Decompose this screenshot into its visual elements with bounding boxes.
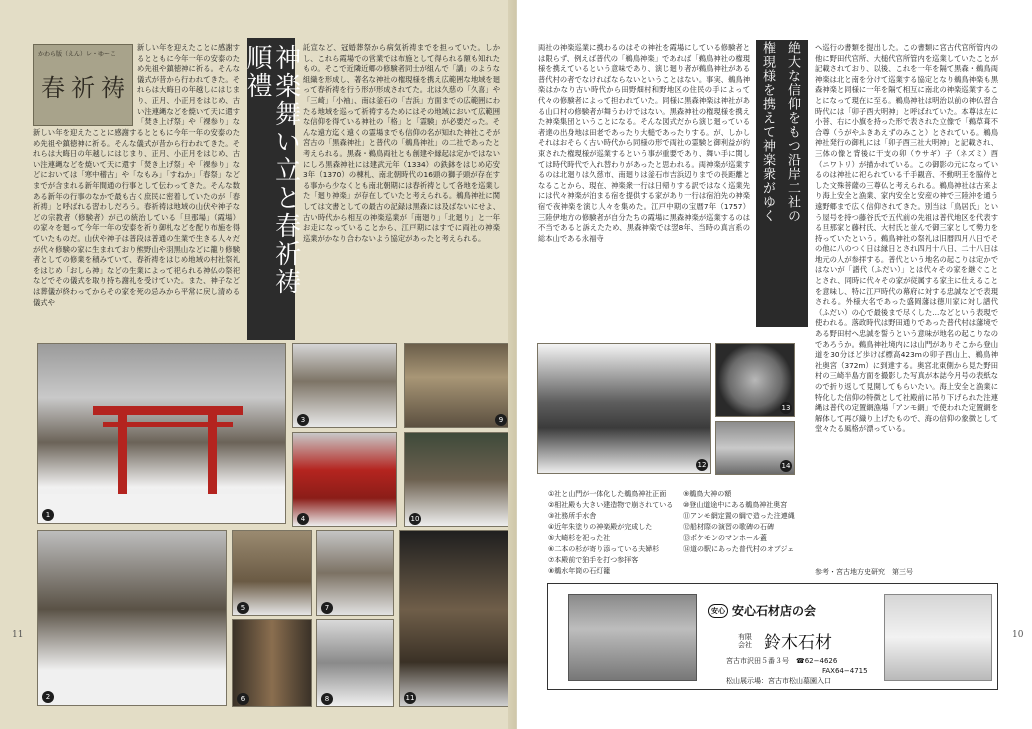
caption-item: ⑭道の駅にあった普代村のオブジェ — [683, 545, 795, 553]
photo-stone-monument — [537, 343, 711, 474]
photo-twin-cedars — [232, 619, 312, 707]
ad-company-name: 鈴木石材 — [764, 633, 832, 653]
caption-item: ⑪アンモ網定置の綱で造った注連縄 — [683, 512, 795, 520]
ad-photo-gravestones — [884, 594, 992, 681]
ad-showroom: 松山展示場：宮古市松山墓園入口 — [726, 677, 831, 685]
photo-badge-7: 7 — [321, 602, 333, 614]
photo-badge-14: 14 — [781, 462, 791, 470]
photo-badge-2: 2 — [42, 691, 54, 703]
photo-badge-11: 11 — [405, 694, 415, 702]
article-title: 神楽舞い立と春祈祷 順禮 — [247, 38, 295, 340]
page-number-right: 10 — [1012, 630, 1024, 640]
right-column-1: 両社の神楽巡業に携わるのはその神社を霞場にしている修験者とは限らず、例えば普代の「鵜鳥神楽」であれば「鵜鳥神社の権現様を携えているという意味であり、演じ廻り者が鵜鳥神社がある普代村の者でなければならないということはない。事実、鵜鳥神楽はかなり古い時代から田野畑村和野地区の住民の手によって代々の修験者によって担われていた。同様に黒森神楽は神社がある山口村の修験者が舞うわけではない。黒森神社の権現様を携えた神楽集団ということになる。そんな図式だから演じ廻っている者達の出身地は田老であったり大槌であったりする。が、しかしそれはおそらく古い時代から同様の形で両社の霊験と御利益が約束された権現様が巡業するという事が重要であり、舞い手に関しては時代時代で入れ替わりがあったと思われる。両神楽が巡業するのは北廻りは久慈市、南廻りは釜石市吉浜辺りまでの長距離となることから、現在、神楽衆一行は日帰りする訳ではなく巡業先には代々神楽が泊まる宿を提供する家があり一行は宿泊先の神楽宿で夜神楽を演じ人々を集めた。江戸中期の宝暦7年（1757）三陸伊地方の修験者が自分たちの霞場に黒森神楽が巡業するのは不当であると訴えたため、黒森神楽では翌8年、当時の真言系の総本山である永福寺 — [538, 43, 750, 243]
ad-logo-badge: 安心 — [708, 604, 728, 618]
ad-address: 宮古市沢田５番３号 — [726, 657, 789, 665]
photo-inner-shrine — [404, 432, 510, 527]
caption-item: ③社務所手水舎 — [548, 512, 597, 520]
left-column-2: 託宣など、冠婚葬祭から病気祈祷までを担っていた。しかし、これら霞場での営業では布施として得られる額も知れたもの。そこで近隣近郷の修験者同士が組んで「講」のような組織を形成し、著名な神社の権現様を携え広範囲な地域を廻って春祈祷を行う形が形成されてた。北は久慈の「久喜」や「三崎」「小袖」、南は釜石の「吉浜」方面までの広範囲にわたる地域を巡って祈祷するためにはその地域において広範囲な信仰を得ている神社の「格」と「霊験」が必要だった。そんな遠方迄く遠くの霊場までも信仰の名が知れた神社こそが宮古の「黒森神社」と普代の「鵜鳥神社」の二社であったと考えられる。黒森・鵜鳥両社とも創建や縁起は定かではないにしろ黒森神社には建武元年（1334）の鉄鉢をはじめ応安3年（1370）の棟札、南北朝時代の16頭の獅子頭が存在する事から少なくとも南北朝期には春祈祷として各地を巡業した「廻り神楽」が存在していたと考えられる。鵜鳥神社に関しては文書としての最古の記録は黒森には及ばないにせよ、古い時代から相互の神楽巡業が「南廻り」「北廻り」と一年お走になっていることから、江戸期にはすでに両社の神楽巡業がかなり合わないよう協定があったと考えられる。 — [303, 43, 500, 243]
photo-captions — [548, 489, 810, 577]
reference-note: 参考・宮古地方史研究 第三号 — [815, 568, 913, 576]
calligraphy-seal — [33, 44, 133, 126]
caption-item: ⑨鵜鳥大神の額 — [683, 490, 732, 498]
photo-main-hall — [37, 530, 227, 706]
photo-badge-5: 5 — [237, 602, 249, 614]
ad-fax: FAX64−4715 — [822, 667, 868, 675]
subheading-right: 絶大な信仰をもつ沿岸二社の — [785, 41, 800, 223]
advertisement — [547, 583, 998, 690]
photo-badge-13: 13 — [781, 404, 791, 412]
seal-char: 祈 — [71, 73, 95, 102]
ad-photo-showroom — [568, 594, 697, 681]
caption-item: ⑬ポケモンのマンホール蓋 — [683, 534, 767, 542]
photo-manhole-cover — [715, 343, 795, 417]
photo-rope-shimenawa — [399, 530, 510, 707]
photo-worshippers — [316, 530, 394, 616]
caption-item: ⑩登山道途中にある鵜鳥神社奥宮 — [683, 501, 788, 509]
caption-item: ⑫船材際の演習の歌碑の石碑 — [683, 523, 774, 531]
seal-char: 春 — [41, 73, 65, 102]
photo-shrine-gate — [37, 343, 286, 524]
photo-kagura-hall — [292, 432, 397, 527]
subheading-left: 権現様を携えて神楽衆がゆく — [760, 41, 775, 223]
caption-item: ④近年朱塗りの神楽殿が完成した — [548, 523, 653, 531]
photo-badge-10: 10 — [410, 515, 420, 523]
left-column-1 — [33, 128, 240, 340]
caption-item: ⑥二本の杉が寄り添っている夫婦杉 — [548, 545, 660, 553]
seal-char: 祷 — [101, 73, 125, 102]
photo-fish-object — [715, 421, 795, 475]
caption-item: ⑧鵜水年筒の石灯籠 — [548, 567, 611, 575]
photo-badge-3: 3 — [297, 414, 309, 426]
seal-caption: かわら版（えん）レ・ゆーこ — [38, 51, 117, 58]
caption-item: ⑦本殿前で狛手を打つ参拝客 — [548, 556, 639, 564]
ad-association-name: 安心石材店の会 — [732, 604, 817, 618]
ad-tel: ☎62−4626 — [796, 657, 838, 665]
left-column-1-top: 新しい年を迎えたことに感謝するとともに今年一年の安泰のため先祖や鎮徳神に祈る。そんな儀式が昔から行われてきた。それらは大晦日の年越しにはじまり、正月、小正月をはじめ、古い注連縄などを焼いて天に還す「焚き上げ祭」や「裸参り」な — [137, 43, 240, 127]
photo-badge-4: 4 — [297, 513, 309, 525]
photo-shrine-office — [292, 343, 397, 428]
ad-company — [738, 628, 832, 653]
page-number-left: 11 — [12, 630, 24, 640]
ad-association — [708, 602, 816, 619]
caption-item: ②相社殿も大きい建造物で崩されている — [548, 501, 674, 509]
photo-badge-8: 8 — [321, 693, 333, 705]
photo-badge-9: 9 — [495, 414, 507, 426]
ad-address-block — [726, 656, 868, 686]
photo-stone-lantern — [316, 619, 394, 707]
photo-name-plaque — [404, 343, 510, 428]
photo-small-shrine — [232, 530, 312, 616]
right-column-2: へ巡行の書類を提出した。この書類に宮古代官所管内の他に野田代官所、大槌代官所管内を巡業していたことが記載されており、以後、これを一年を隔て黒森・鵜鳥両神楽は北と南を分けて巡業する協定となり鵜鳥神楽も黒森神楽と同様に一年を隔て相互に南北の神楽巡業することになって現在に至る。鵜鳥神社は明治以前の神仏習合時代には「卯子酉大明神」と呼ばれていた。本尊は左に小菩、右に小旗を持った形で表された立像で「鵜草葺不合尊（うがやふきあえずのみこと）とされている。鵜鳥神社発行の御札には「卯子酉三社大明神」と記載され、三体の像と背後に干支の卯（ウサギ）子（ネズミ）酉（ニワトリ）が描かれている。この御影の元になっているのは神社に祀られている千手観音、不動明王を脇侍とした文殊菩薩の三尊仏と考えられる。鵜鳥神社は古来より海上安全と漁業、家内安全と安産の神で三陸沖を通う遠野郷まで広く信仰されてきた。別当は「鳥居氏」という屋号を持つ藤谷氏で五代前の先祖は普代地区を代表する旦那家と藤村氏、大村氏と並んで御三家として勢力を持っていたという。鵜鳥神社の祭礼は旧暦四月八日でその他に八のつく日は縁日とされ四月十八日、二十八日は地元の人が参拝する。普代という地名の起こりは定かではないが「譜代（ふだい）」とは代々その家を継ぐこととされ、同時に代々その家が従属する家主に仕えることを意味し、特に江戸時代の幕府に対する忠誠などで表現される。外様大名であった盛岡藩は徳川家に対し譜代（ふだい）の心で最後まで尽くした…などという表現で使われる。落政時代は野田通りであった普代村は藩境である野田村へ忠誠を誓うという意味が地名の起こりなのであろうか。鵜鳥神社境内には山門がありそこから登山道を30分ほど歩けば標高423mの卯子酉山上、鵜鳥神社奥宮（372m）に到達する。奥宮北東側から見た野田村の三崎半島方面を撮影した写真が本誌今月号の表紙なので折り返して見開してもらいたい。海上安全と漁業に特化した信仰の特徴として社殿前に吊り下げられた注連縄は普代の定置網漁場「アンモ網」で使われた定置網を解体して再び織り上げたもので、海の信仰の象徴として堂々たる風格が漂っている。 — [815, 43, 998, 434]
caption-item: ①社と山門が一体化した鵜鳥神社正面 — [548, 490, 667, 498]
ad-company-type: 有限会社 — [738, 632, 752, 649]
photo-badge-1: 1 — [42, 509, 54, 521]
torii-gate-illustration — [38, 344, 286, 524]
photo-badge-6: 6 — [237, 693, 249, 705]
caption-item: ⑤大崎杉を祀った社 — [548, 534, 611, 542]
left-column-1-text: 新しい年を迎えたことに感謝するとともに今年一年の安泰のため先祖や鎮徳神に祈る。そんな儀式が昔から行われてきた。それらは大晦日の年越しにはじまり、正月、小正月をはじめ、古い注連縄などを焼いて天に還す「焚き上げ祭」や「裸参り」などにおいては「寒中稽古」や「なもみ」「すねか」「春祭」などまでが含まれる新年間通の行事として伝わってきた。そんな数ある新年の行事のなかで最も古く庶民に密着していたのが「春祈祷」と呼ばれる習わしだろう。春祈祷は地域の山伏や神子などの宗教者（修験者）が己の統治している「旦那場」（霞場）の家々を廻って今年一年の安泰を祈り御札などを配り布施を得ていたものだ。山伏や神子は普段は普通の生業で生きる人々だが代々修験の家に生まれており熊野山や羽黒山などに籠り修験者としての修業を積みていて、春祈祷をはじめ地域の村社祭礼をはじめ「おしら神」などの生業によって祀られる神仏の祭祀などでその儀式を取り持ち謝礼を受けていた。また、神子などは葬儀が終わってからその家を死の忌みから平常に戻し清める儀式や — [33, 128, 240, 307]
photo-badge-12: 12 — [697, 461, 707, 469]
